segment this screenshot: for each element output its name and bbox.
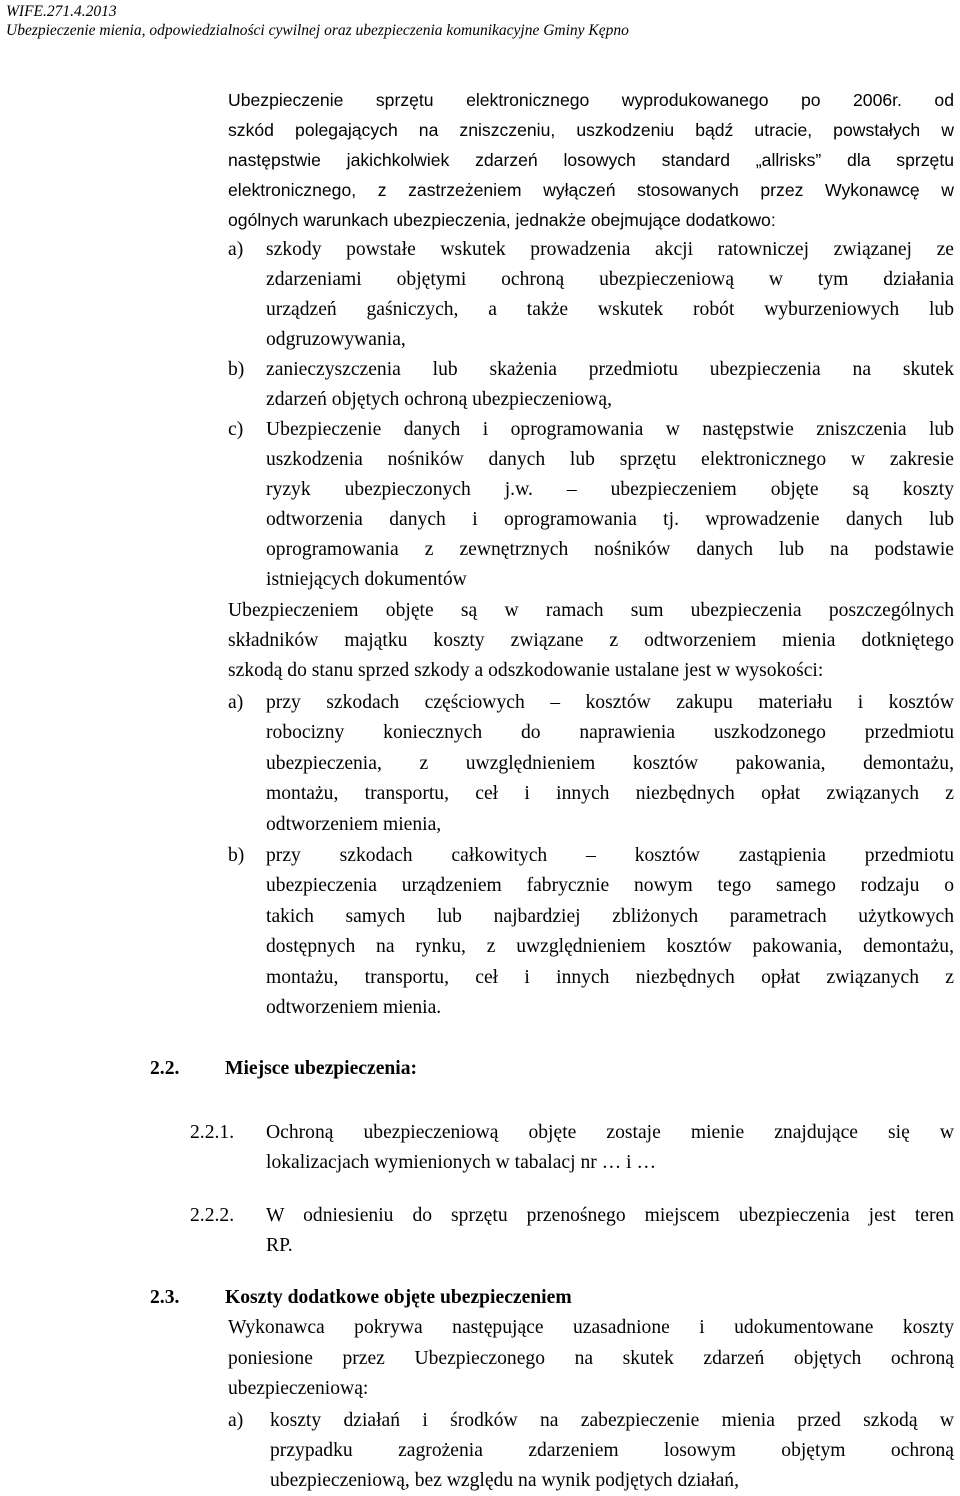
subsection-line: W odniesieniu do sprzętu przenośnego miejscem ubezpieczenia jest teren [266, 1205, 954, 1226]
paragraph-line: Wykonawca pokrywa następujące uzasadnione i udokumentowane koszty [228, 1317, 954, 1338]
intro-line: Ubezpieczenie sprzętu elektronicznego wyprodukowanego po 2006r. od [228, 90, 954, 110]
list-item-line: koszty działań i środków na zabezpieczenie mienia przed szkodą w [270, 1410, 954, 1431]
list-marker: b) [228, 359, 245, 380]
intro-line: elektronicznego, z zastrzeżeniem wyłączeń stosowanych przez Wykonawcę w [228, 180, 954, 200]
list-item-line: montażu, transportu, ceł i innych niezbędnych opłat związanych z [266, 967, 954, 988]
list-item-line: ubezpieczenia, z uwzględnieniem kosztów pakowania, demontażu, [266, 753, 954, 774]
list-marker: a) [228, 692, 244, 713]
paragraph-line: szkodą do stanu sprzed szkody a odszkodowanie ustalane jest w wysokości: [228, 660, 824, 681]
subsection-number: 2.2.1. [190, 1122, 235, 1143]
list-item-line: zanieczyszczenia lub skażenia przedmiotu ubezpieczenia na skutek [266, 359, 954, 380]
list-item-line: odtworzenia danych i oprogramowania tj. wprowadzenie danych lub [266, 509, 954, 530]
section-title: Miejsce ubezpieczenia: [225, 1058, 418, 1079]
list-item-line: przypadku zagrożenia zdarzeniem losowym objętym ochroną [270, 1440, 954, 1461]
list-item-line: robocizny koniecznych do naprawienia uszkodzonego przedmiotu [266, 722, 954, 743]
paragraph-line: ubezpieczeniową: [228, 1378, 369, 1399]
paragraph-line: poniesione przez Ubezpieczonego na skutek zdarzeń objętych ochroną [228, 1348, 954, 1369]
list-marker: a) [228, 1410, 244, 1431]
list-item-line: zdarzeniami objętymi ochroną ubezpieczeniową w tym działania [266, 269, 954, 290]
section-number: 2.2. [150, 1058, 180, 1079]
list-marker: b) [228, 845, 245, 866]
section-number: 2.3. [150, 1287, 180, 1308]
list-item-line: Ubezpieczenie danych i oprogramowania w następstwie zniszczenia lub [266, 419, 954, 440]
list-item-line: przy szkodach częściowych – kosztów zakupu materiału i kosztów [266, 692, 954, 713]
list-item-line: dostępnych na rynku, z uwzględnieniem kosztów pakowania, demontażu, [266, 936, 954, 957]
subsection-line: RP. [266, 1235, 293, 1256]
list-item-line: uszkodzenia nośników danych lub sprzętu elektronicznego w zakresie [266, 449, 954, 470]
section-title: Koszty dodatkowe objęte ubezpieczeniem [225, 1287, 572, 1308]
list-item-line: montażu, transportu, ceł i innych niezbędnych opłat związanych z [266, 783, 954, 804]
list-item-line: ryzyk ubezpieczonych j.w. – ubezpieczeniem objęte są koszty [266, 479, 954, 500]
list-item-line: takich samych lub najbardziej zbliżonych parametrach użytkowych [266, 906, 954, 927]
list-item-line: ubezpieczenia urządzeniem fabrycznie nowym tego samego rodzaju o [266, 875, 954, 896]
subsection-line: lokalizacjach wymienionych w tabalacj nr … i … [266, 1152, 657, 1173]
list-item-line: szkody powstałe wskutek prowadzenia akcji ratowniczej związanej ze [266, 239, 954, 260]
list-marker: a) [228, 239, 244, 260]
list-item-line: przy szkodach całkowitych – kosztów zastąpienia przedmiotu [266, 845, 954, 866]
list-item-line: urządzeń gaśniczych, a także wskutek robót wyburzeniowych lub [266, 299, 954, 320]
list-item-line: istniejących dokumentów [266, 569, 467, 590]
paragraph-line: składników majątku koszty związane z odtworzeniem mienia dotkniętego [228, 630, 954, 651]
list-item-line: oprogramowania z zewnętrznych nośników danych lub na podstawie [266, 539, 954, 560]
document-title: Ubezpieczenie mienia, odpowiedzialności cywilnej oraz ubezpieczenia komunikacyjne Gminy Kępno [6, 22, 629, 39]
list-item-line: odtworzeniem mienia, [266, 814, 442, 835]
page-header [6, 2, 629, 40]
subsection-line: Ochroną ubezpieczeniową objęte zostaje mienie znajdujące się w [266, 1122, 954, 1143]
intro-line: następstwie jakichkolwiek zdarzeń losowych standard „allrisks” dla sprzętu [228, 150, 954, 170]
list-marker: c) [228, 419, 244, 440]
list-item-line: odgruzowywania, [266, 329, 406, 350]
intro-line: ogólnych warunkach ubezpieczenia, jednakże obejmujące dodatkowo: [228, 210, 776, 230]
document-code: WIFE.271.4.2013 [6, 3, 117, 20]
list-item-line: ubezpieczeniową, bez względu na wynik podjętych działań, [270, 1470, 739, 1491]
intro-line: szkód polegających na zniszczeniu, uszkodzeniu bądź utracie, powstałych w [228, 120, 954, 140]
list-item-line: odtworzeniem mienia. [266, 997, 442, 1018]
subsection-number: 2.2.2. [190, 1205, 235, 1226]
list-item-line: zdarzeń objętych ochroną ubezpieczeniową, [266, 389, 612, 410]
paragraph-line: Ubezpieczeniem objęte są w ramach sum ubezpieczenia poszczególnych [228, 600, 954, 621]
